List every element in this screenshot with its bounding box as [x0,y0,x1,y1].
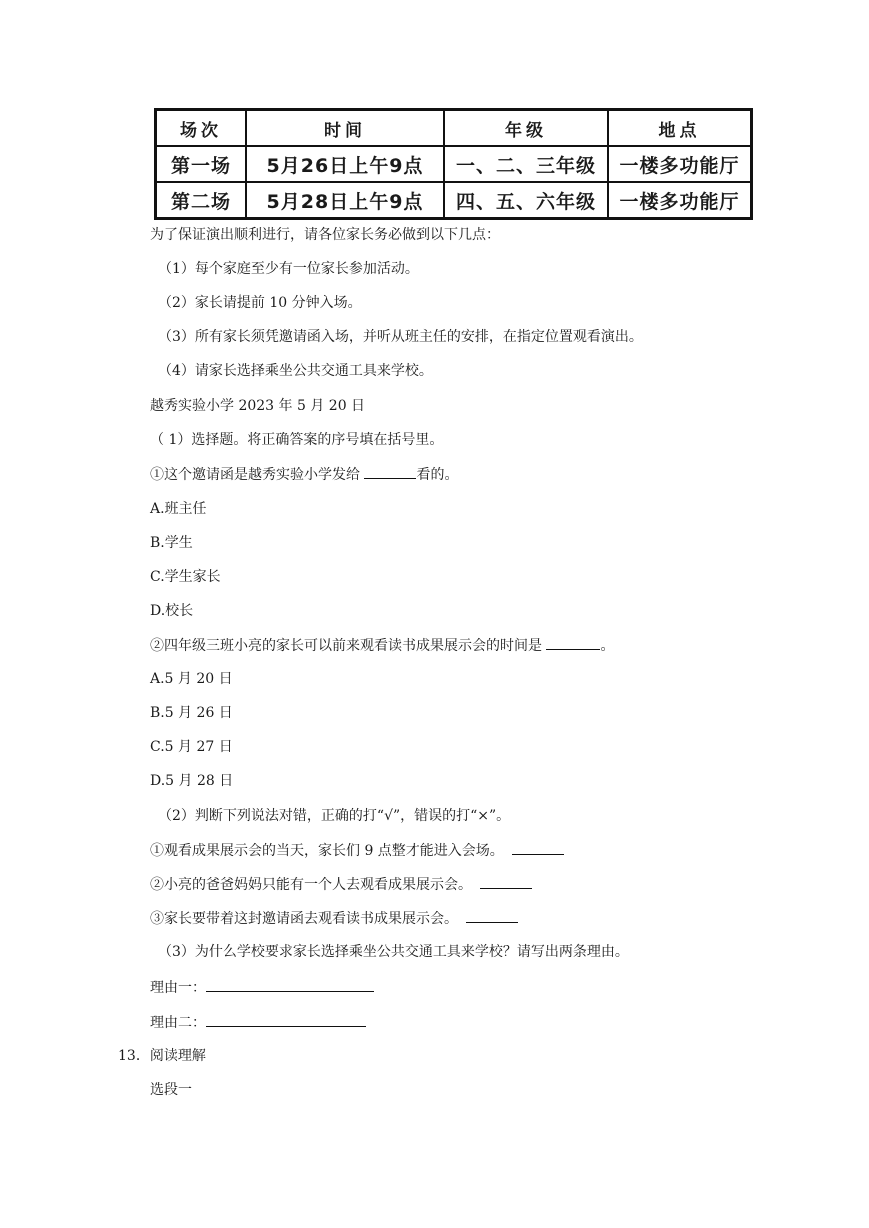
table-row [156,146,752,182]
section-label: 选段一 [150,1082,192,1098]
notice-intro: 为了保证演出顺利进行，请各位家长务必做到以下几点： [150,227,500,243]
table-cell: 第一场 [156,146,247,182]
q2-item [150,908,518,929]
q3-heading: （3）为什么学校要求家长选择乘坐公共交通工具来学校？请写出两条理由。 [158,944,629,960]
option-a: A.班主任 [150,501,207,517]
notice-point: （4）请家长选择乘坐公共交通工具来学校。 [158,363,433,379]
table-cell: 四、五、六年级 [444,182,608,219]
answer-blank[interactable] [206,1012,366,1027]
q2-heading: （2）判断下列说法对错，正确的打“√”，错误的打“×”。 [158,808,511,824]
table-row [156,182,752,219]
option-d: D.5 月 28 日 [150,773,234,789]
notice-point: （3）所有家长须凭邀请函入场，并听从班主任的安排，在指定位置观看演出。 [158,329,643,345]
q1-item1-text: ①这个邀请函是越秀实验小学发给 [150,467,365,483]
answer-blank[interactable] [466,908,518,923]
notice-point: （2）家长请提前 10 分钟入场。 [158,295,362,311]
q1-item1 [150,464,458,485]
table-cell: 第二场 [156,182,247,219]
option-b: B.5 月 26 日 [150,705,233,721]
notice-point: （1）每个家庭至少有一位家长参加活动。 [158,261,419,277]
table-cell: 一楼多功能厅 [608,182,752,219]
schedule-table [154,108,753,220]
answer-blank[interactable] [546,635,600,650]
q2-item-text: ③家长要带着这封邀请函去观看读书成果展示会。 [150,911,463,927]
header-cell: 时间 [246,110,444,147]
q1-heading: （ 1）选择题。将正确答案的序号填在括号里。 [150,432,444,448]
header-cell: 年级 [444,110,608,147]
notice-signature: 越秀实验小学 2023 年 5 月 20 日 [150,398,366,414]
q2-item-text: ②小亮的爸爸妈妈只能有一个人去观看成果展示会。 [150,877,477,893]
q2-item [150,874,532,895]
q1-item2-text: ②四年级三班小亮的家长可以前来观看读书成果展示会的时间是 [150,638,547,654]
header-cell: 地点 [608,110,752,147]
question-13-title: 13．阅读理解 [118,1048,206,1064]
q3-reason-two [150,1012,366,1033]
reason-label: 理由二： [150,1015,206,1031]
answer-blank[interactable] [512,840,564,855]
option-b: B.学生 [150,535,193,551]
answer-blank[interactable] [206,977,374,992]
option-d: D.校长 [150,603,194,619]
table-cell: 5月28日上午9点 [246,182,444,219]
table-cell: 5月26日上午9点 [246,146,444,182]
q1-item2 [150,635,614,656]
reason-label: 理由一： [150,980,206,996]
answer-blank[interactable] [364,464,416,479]
table-cell: 一、二、三年级 [444,146,608,182]
option-a: A.5 月 20 日 [150,671,233,687]
q1-item1-suffix: 看的。 [416,467,459,483]
q3-reason-one [150,977,374,998]
table-cell: 一楼多功能厅 [608,146,752,182]
header-cell: 场次 [156,110,247,147]
option-c: C.学生家长 [150,569,221,585]
answer-blank[interactable] [480,874,532,889]
q2-item [150,840,564,861]
table-header-row [156,110,752,147]
option-c: C.5 月 27 日 [150,739,233,755]
q2-item-text: ①观看成果展示会的当天，家长们 9 点整才能进入会场。 [150,843,509,859]
q1-item2-suffix: 。 [600,638,615,654]
